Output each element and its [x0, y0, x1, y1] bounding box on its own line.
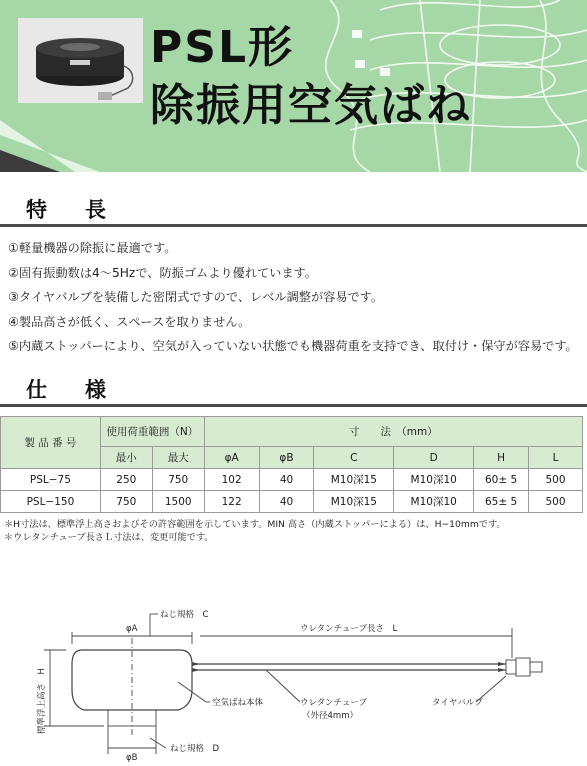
heading-rule [0, 404, 587, 407]
spec-notes [4, 518, 506, 544]
note-line: ＊ウレタンチューブ長さＬ寸法は、変更可能です。 [4, 532, 214, 543]
label-thread-d: ねじ規格 D [170, 744, 220, 754]
cell-model: PSL−75 [1, 469, 101, 491]
label-tube-od: （外径4mm） [302, 711, 358, 721]
cell-h: 60± 5 [474, 469, 529, 491]
title-block [150, 22, 472, 131]
col-header-load: 使用荷重範囲（N） [100, 417, 204, 447]
spec-table [0, 416, 583, 513]
cell-c: M10深15 [314, 469, 394, 491]
cell-max-load: 1500 [152, 491, 204, 513]
feature-item: ①軽量機器の除振に最適です。 [8, 241, 177, 255]
sub-header: 最小 [100, 447, 152, 469]
header-banner [0, 0, 587, 172]
feature-item: ②固有振動数は4～5Hzで、防振ゴムより優れています。 [8, 265, 317, 280]
cell-min-load: 750 [100, 491, 152, 513]
feature-item: ③タイヤバルブを装備した密閉式ですので、レベル調整が容易です。 [8, 290, 384, 304]
note-line: ＊H寸法は、標準浮上高さおよびその許容範囲を示しています。MIN 高さ（内蔵ストッパーによる）は、H−10mmです。 [4, 519, 506, 530]
cell-l: 500 [529, 469, 583, 491]
label-height: 標準浮上高さ H [37, 668, 47, 734]
features-section-heading [0, 188, 587, 232]
valve-fitting [530, 662, 542, 672]
product-photo-air-spring [18, 18, 143, 103]
features-list [8, 236, 583, 359]
spec-section-heading [0, 368, 587, 412]
col-header-model: 製 品 番 号 [1, 417, 101, 469]
label-tube-length: ウレタンチューブ長さ L [300, 624, 398, 634]
leader-line [150, 738, 166, 748]
label-phi-b: φB [126, 753, 138, 763]
cell-l: 500 [529, 491, 583, 513]
product-title-model: PSL形 [150, 22, 294, 73]
cell-phi-b: 40 [259, 469, 314, 491]
cell-c: M10深15 [314, 491, 394, 513]
product-title-name: 除振用空気ばね [150, 80, 472, 131]
cell-h: 65± 5 [474, 491, 529, 513]
cell-d: M10深10 [394, 491, 474, 513]
features-heading: 特長 [26, 198, 144, 222]
sub-header: φA [204, 447, 259, 469]
label-thread-c: ねじ規格 C [160, 610, 209, 620]
label-tube: ウレタンチューブ [300, 698, 367, 708]
label-phi-a: φA [126, 624, 138, 634]
cell-d: M10深10 [394, 469, 474, 491]
label-valve: タイヤバルブ [432, 698, 483, 708]
sub-header: D [394, 447, 474, 469]
feature-item: ⑤内蔵ストッパーにより、空気が入っていない状態でも機器荷重を支持でき、取付け・保守が容易です。 [8, 339, 578, 353]
cell-phi-a: 102 [204, 469, 259, 491]
table-row [1, 491, 583, 513]
sub-header: 最大 [152, 447, 204, 469]
sub-header: H [474, 447, 529, 469]
sub-header: L [529, 447, 583, 469]
cell-model: PSL−150 [1, 491, 101, 513]
leader-line [266, 670, 300, 702]
sub-header: C [314, 447, 394, 469]
col-header-dims: 寸 法 （mm） [204, 417, 582, 447]
feature-item: ④製品高さが低く、スペースを取りません。 [8, 314, 251, 329]
spec-heading: 仕様 [26, 378, 144, 402]
cell-phi-a: 122 [204, 491, 259, 513]
cell-max-load: 750 [152, 469, 204, 491]
heading-rule [0, 224, 587, 227]
valve-fitting [506, 660, 516, 674]
table-row [1, 469, 583, 491]
sub-header: φB [259, 447, 314, 469]
label-body: 空気ばね本体 [212, 698, 264, 708]
cell-phi-b: 40 [259, 491, 314, 513]
valve-fitting [516, 658, 530, 676]
dimension-diagram [0, 598, 587, 766]
cell-min-load: 250 [100, 469, 152, 491]
